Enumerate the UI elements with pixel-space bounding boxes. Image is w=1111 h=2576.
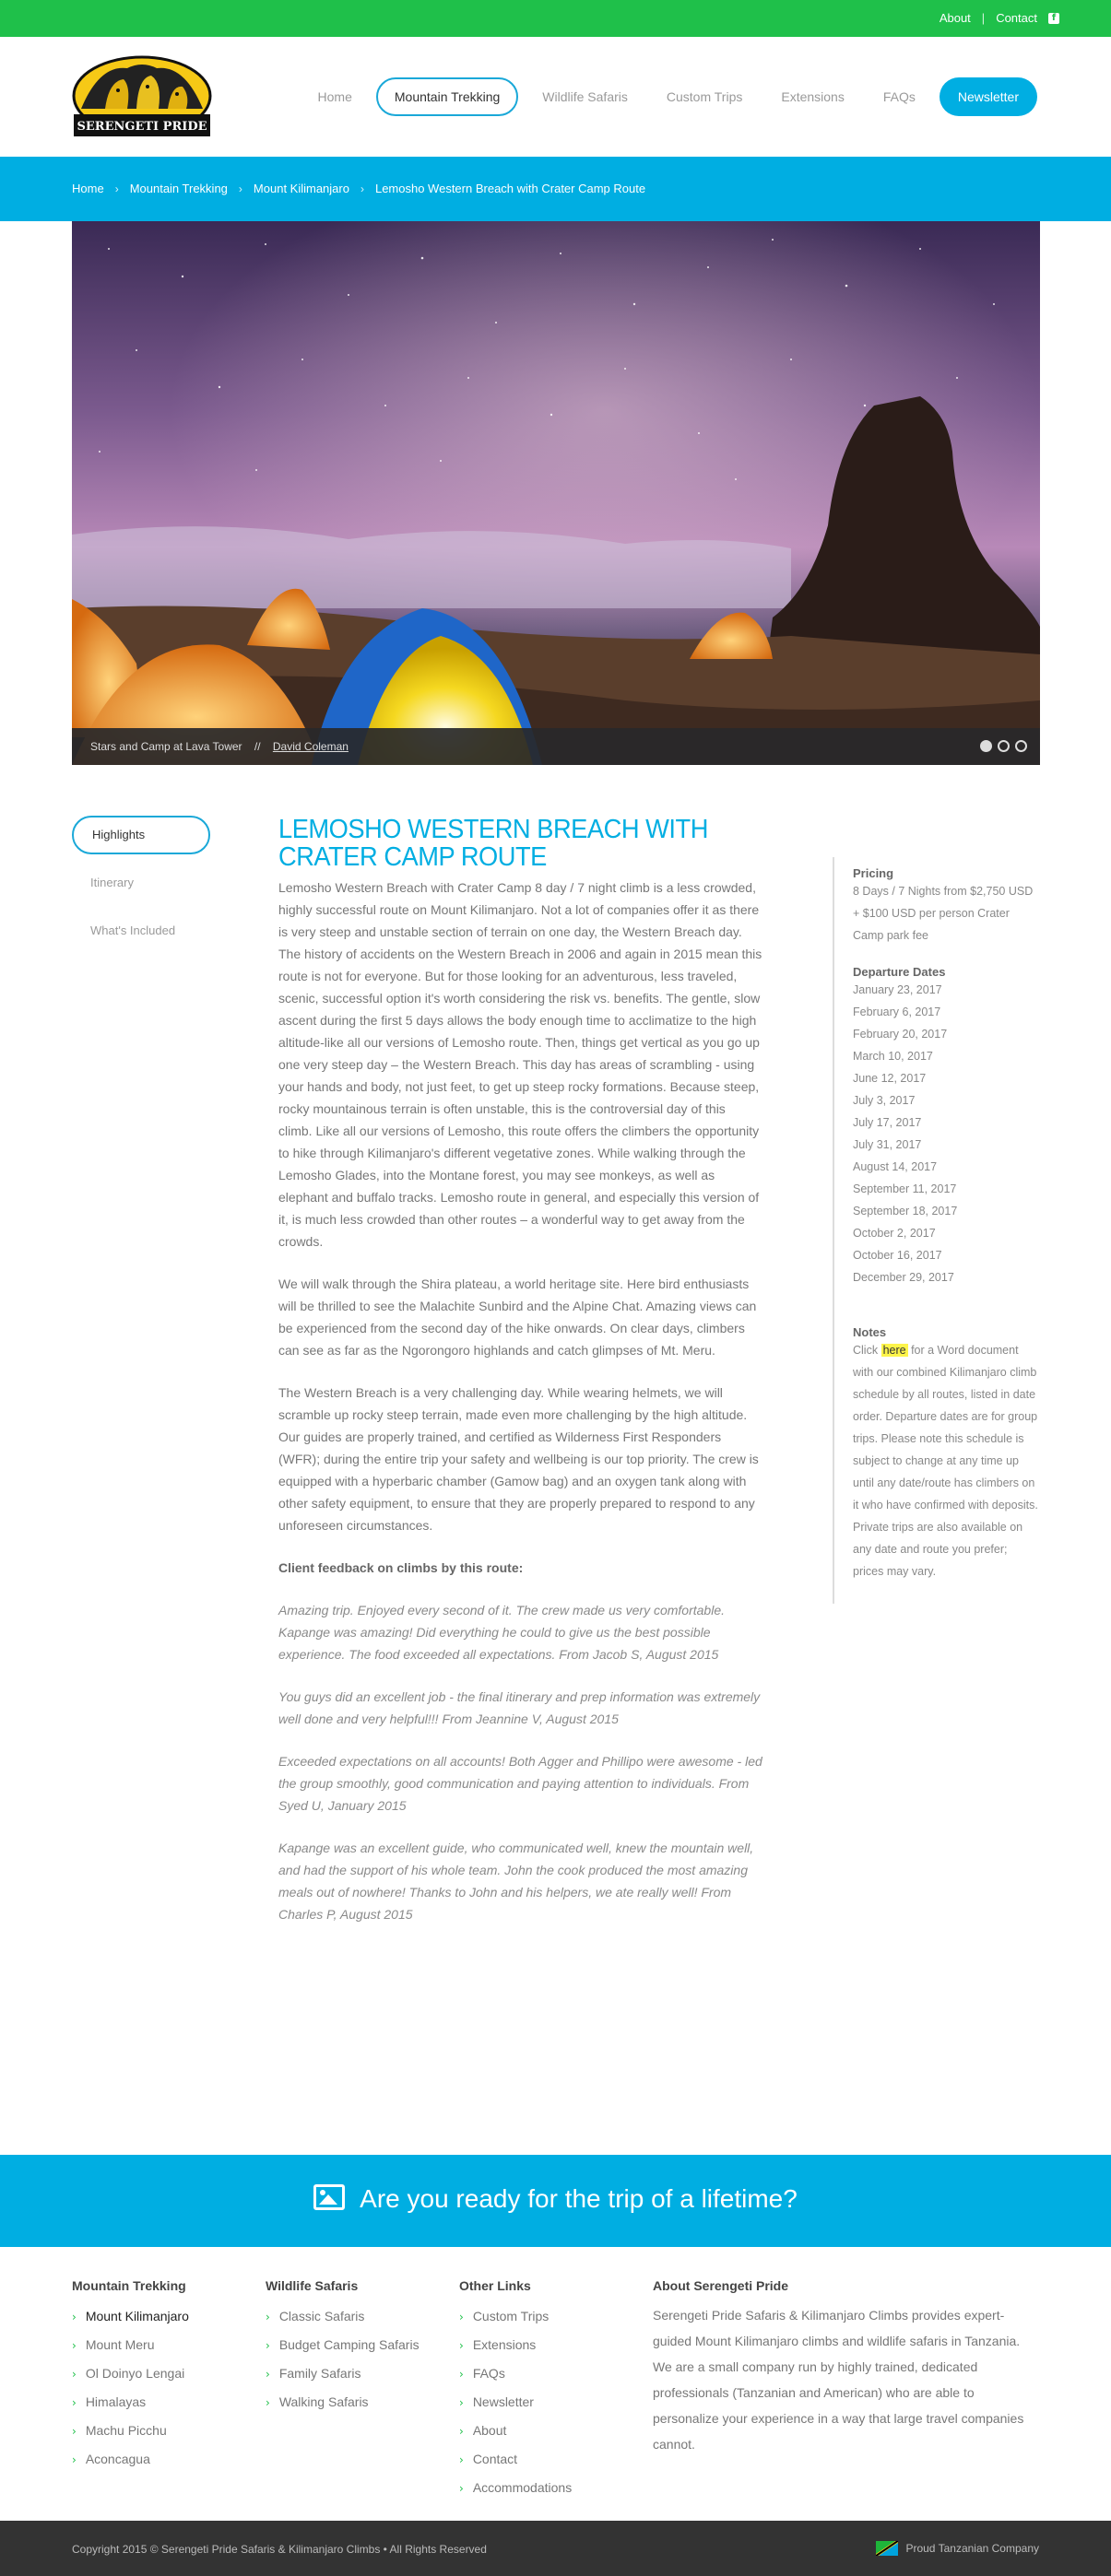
footer-link[interactable]: › Budget Camping Safaris xyxy=(266,2337,420,2352)
chevron-right-icon: › xyxy=(459,2311,464,2323)
badge-text: Proud Tanzanian Company xyxy=(905,2542,1039,2555)
footer-link[interactable]: › Family Safaris xyxy=(266,2366,361,2381)
departure-date: December 29, 2017 xyxy=(853,1271,954,1284)
footer-link[interactable]: › About xyxy=(459,2423,507,2438)
chevron-right-icon: › xyxy=(459,2368,464,2381)
nav-mountain-trekking[interactable]: Mountain Trekking xyxy=(376,77,518,116)
footer-link[interactable]: › Himalayas xyxy=(72,2394,147,2409)
tab-whats-included[interactable]: What's Included xyxy=(90,923,176,937)
footer-link[interactable]: › Accommodations xyxy=(459,2480,573,2495)
caption-text xyxy=(90,740,349,753)
footer-link[interactable]: › Classic Safaris xyxy=(266,2309,365,2323)
serengeti-pride-logo[interactable] xyxy=(72,55,212,138)
footer-heading: Wildlife Safaris xyxy=(266,2278,359,2293)
tanzania-flag-icon xyxy=(876,2541,898,2556)
chevron-right-icon: › xyxy=(360,182,364,195)
notes-post: for a Word document with our combined Kilimanjaro climb schedule by all routes, listed in date order. Departure dates are for group trips. Please note this schedule is subject to change at any time up until any date/route has climbers on it who have confirmed with deposits. Private trips are also available on any date and route you prefer; prices may vary. xyxy=(853,1344,1038,1578)
footer-link[interactable]: › Custom Trips xyxy=(459,2309,550,2323)
feedback-heading: Client feedback on climbs by this route: xyxy=(278,1560,524,1575)
footer-col-mountain-trekking xyxy=(72,2278,256,2474)
departure-date: February 6, 2017 xyxy=(853,1006,941,1018)
page-title: LEMOSHO WESTERN BREACH WITH CRATER CAMP ROUTE xyxy=(278,815,708,872)
main-content xyxy=(278,816,762,1925)
departure-date: July 31, 2017 xyxy=(853,1138,922,1151)
footer-heading: Mountain Trekking xyxy=(72,2278,186,2293)
departure-date: July 3, 2017 xyxy=(853,1094,916,1107)
chevron-right-icon: › xyxy=(114,182,119,195)
nav-home[interactable]: Home xyxy=(317,89,352,104)
nav-wildlife-safaris[interactable]: Wildlife Safaris xyxy=(542,89,628,104)
site-footer xyxy=(0,2247,1111,2521)
chevron-right-icon: › xyxy=(266,2339,270,2352)
footer-link[interactable]: › Mount Kilimanjaro xyxy=(72,2309,189,2323)
testimonial: Kapange was an excellent guide, who communicated well, knew the mountain well, and had the support of his whole team. John the cook produced the most amazing meals out of nowhere! Thanks to John and his helpers, we ate really well! From Charles P, August 2015 xyxy=(278,1841,754,1922)
departure-dates-list xyxy=(853,979,1040,1288)
chevron-right-icon: › xyxy=(238,182,242,195)
breadcrumb-home[interactable]: Home xyxy=(72,182,104,195)
footer-heading: Other Links xyxy=(459,2278,531,2293)
chevron-right-icon: › xyxy=(72,2453,77,2466)
about-text: Serengeti Pride Safaris & Kilimanjaro Climbs provides expert-guided Mount Kilimanjaro climbs and wildlife safaris in Tanzania. We are a small company run by highly trained, dedicated professionals (Tanzanian and American) who are able to personalize your experience in a way that large travel companies cannot. xyxy=(653,2308,1024,2452)
footer-link[interactable]: › Mount Meru xyxy=(72,2337,155,2352)
newsletter-button[interactable]: Newsletter xyxy=(940,77,1037,116)
departure-dates-heading: Departure Dates xyxy=(853,965,946,979)
chevron-right-icon: › xyxy=(459,2453,464,2466)
main-nav xyxy=(303,77,1037,116)
top-separator: | xyxy=(981,11,986,25)
pricing-text: 8 Days / 7 Nights from $2,750 USD + $100 USD per person Crater Camp park fee xyxy=(853,885,1034,942)
footer-link[interactable]: › Newsletter xyxy=(459,2394,534,2409)
top-links xyxy=(940,11,1059,25)
tab-itinerary[interactable]: Itinerary xyxy=(90,876,134,889)
slider-dot-1[interactable] xyxy=(980,740,992,752)
notes-pre: Click xyxy=(853,1344,881,1357)
notes-text xyxy=(853,1339,1040,1582)
footer-link[interactable]: › FAQs xyxy=(459,2366,505,2381)
photo-credit-link[interactable]: David Coleman xyxy=(272,740,349,753)
paragraph: The Western Breach is a very challenging day. While wearing helmets, we will scramble up rocky steep terrain, made even more challenging by the high altitude. Our guides are properly trained, and certified as Wilderness First Responders (WFR); during the entire trip your safety and wellbeing is our top priority. The crew is equipped with a hyperbaric chamber (Gamow bag) and an oxygen tank along with other safety equipment, to ensure that they are properly prepared to respond to any unforeseen circumstances. xyxy=(278,1385,759,1533)
nav-extensions[interactable]: Extensions xyxy=(781,89,845,104)
route-sidebar xyxy=(833,857,1040,1604)
chevron-right-icon: › xyxy=(459,2396,464,2409)
tanzanian-badge xyxy=(876,2541,1039,2556)
breadcrumb-current: Lemosho Western Breach with Crater Camp Route xyxy=(374,182,646,195)
site-header xyxy=(0,37,1111,157)
departure-date: February 20, 2017 xyxy=(853,1028,948,1041)
chevron-right-icon: › xyxy=(266,2311,270,2323)
chevron-right-icon: › xyxy=(266,2396,270,2409)
departure-date: September 18, 2017 xyxy=(853,1205,958,1217)
image-icon xyxy=(313,2184,345,2210)
breadcrumb-mount-kilimanjaro[interactable]: Mount Kilimanjaro xyxy=(253,182,349,195)
hero-slider-image[interactable] xyxy=(72,221,1040,765)
facebook-icon[interactable]: f xyxy=(1048,13,1059,24)
nav-custom-trips[interactable]: Custom Trips xyxy=(666,89,743,104)
chevron-right-icon: › xyxy=(459,2425,464,2438)
slider-dot-2[interactable] xyxy=(998,740,1010,752)
nav-faqs[interactable]: FAQs xyxy=(882,89,916,104)
footer-link[interactable]: › Ol Doinyo Lengai xyxy=(72,2366,185,2381)
footer-link[interactable]: › Aconcagua xyxy=(72,2452,150,2466)
footer-col-other-links xyxy=(459,2278,644,2502)
about-link[interactable]: About xyxy=(939,11,971,25)
departure-date: August 14, 2017 xyxy=(853,1160,938,1173)
chevron-right-icon: › xyxy=(459,2339,464,2352)
cta-banner[interactable] xyxy=(0,2155,1111,2247)
footer-heading: About Serengeti Pride xyxy=(653,2278,789,2293)
footer-link[interactable]: › Contact xyxy=(459,2452,518,2466)
departure-date: July 17, 2017 xyxy=(853,1116,922,1129)
departure-date: March 10, 2017 xyxy=(853,1050,933,1063)
chevron-right-icon: › xyxy=(459,2482,464,2495)
top-bar xyxy=(0,0,1111,37)
copyright-text: Copyright 2015 © Serengeti Pride Safaris & Kilimanjaro Climbs • All Rights Reserved xyxy=(72,2543,487,2556)
departure-date: September 11, 2017 xyxy=(853,1182,957,1195)
route-tabs xyxy=(72,816,210,959)
tab-highlights[interactable]: Highlights xyxy=(72,816,210,854)
chevron-right-icon: › xyxy=(72,2311,77,2323)
chevron-right-icon: › xyxy=(72,2396,77,2409)
footer-link[interactable]: › Extensions xyxy=(459,2337,537,2352)
paragraph: Lemosho Western Breach with Crater Camp 8 day / 7 night climb is a less crowded, highly successful route on Mount Kilimanjaro. Not a lot of companies offer it as there is very steep and unstable section of terrain on one day, the Western Breach day. The history of accidents on the Western Breach in 2006 and again in 2015 mean this route is not for everyone. But for those looking for an adventurous, less traveled, scenic, successful option it's worth considering the risk vs. benefits. The gentle, slow ascent during the first 5 days allows the body enough time to acclimatize to the high altitude-like all our versions of Lemosho route. Then, things get vertical as you go up one very steep day – the Western Breach. This day has areas of scrambling - using your hands and body, not just feet, to get up steep rocky formations. Because steep, rocky mountainous terrain is often unstable, this is the controversial day of this climb. Like all our versions of Lemosho, this route offers the climbers the opportunity to hike through Kilimanjaro's different vegetative zones. While walking through the Lemosho Glades, into the Montane forest, you may see monkeys, as well as elephant and buffalo tracks. Lemosho route in general, and especially this version of it, is much less crowded than other routes – a wonderful way to get away from the crowds. xyxy=(278,880,762,1249)
breadcrumb-mountain-trekking[interactable]: Mountain Trekking xyxy=(129,182,228,195)
testimonial: You guys did an excellent job - the final itinerary and prep information was extremely well done and very helpful!!! From Jeannine V, August 2015 xyxy=(278,1689,761,1726)
caption-separator: // xyxy=(254,740,261,753)
departure-date: October 2, 2017 xyxy=(853,1227,936,1240)
chevron-right-icon: › xyxy=(72,2339,77,2352)
chevron-right-icon: › xyxy=(266,2368,270,2381)
testimonial: Amazing trip. Enjoyed every second of it. The crew made us very comfortable. Kapange was amazing! Did everything he could to give us the best possible experience. The food exceeded all expectations. From Jacob S, August 2015 xyxy=(278,1603,725,1662)
notes-heading: Notes xyxy=(853,1325,887,1339)
breadcrumb-bar xyxy=(0,157,1111,221)
departure-date: June 12, 2017 xyxy=(853,1072,927,1085)
pricing-heading: Pricing xyxy=(853,866,894,880)
schedule-download-link[interactable]: here xyxy=(882,1344,906,1357)
footer-link[interactable]: › Machu Picchu xyxy=(72,2423,167,2438)
testimonial: Exceeded expectations on all accounts! Both Agger and Phillipo were awesome - led the group smoothly, good communication and paying attention to individuals. From Syed U, January 2015 xyxy=(278,1754,762,1813)
departure-date: January 23, 2017 xyxy=(853,983,942,996)
breadcrumb xyxy=(72,182,645,195)
chevron-right-icon: › xyxy=(72,2368,77,2381)
cta-text: Are you ready for the trip of a lifetime? xyxy=(360,2184,798,2213)
footer-link[interactable]: › Walking Safaris xyxy=(266,2394,369,2409)
svg-text:SERENGETI PRIDE: SERENGETI PRIDE xyxy=(77,120,207,134)
departure-date: October 16, 2017 xyxy=(853,1249,942,1262)
contact-link[interactable]: Contact xyxy=(996,11,1037,25)
hero-caption xyxy=(72,728,1040,765)
chevron-right-icon: › xyxy=(72,2425,77,2438)
paragraph: We will walk through the Shira plateau, a world heritage site. Here bird enthusiasts will be thrilled to see the Malachite Sunbird and the Alpine Chat. Amazing views can be experienced from the second day of the hike onwards. On clear days, climbers can see as far as the Ngorongoro highlands and catch glimpses of Mt. Meru. xyxy=(278,1276,757,1358)
footer-col-wildlife-safaris xyxy=(266,2278,450,2417)
caption-title: Stars and Camp at Lava Tower xyxy=(90,740,242,753)
slider-dot-3[interactable] xyxy=(1015,740,1027,752)
copyright-bar xyxy=(0,2521,1111,2576)
footer-col-about xyxy=(653,2278,1040,2457)
slider-dots xyxy=(980,740,1027,752)
cta-content xyxy=(0,2184,1111,2214)
route-description xyxy=(278,876,762,1925)
